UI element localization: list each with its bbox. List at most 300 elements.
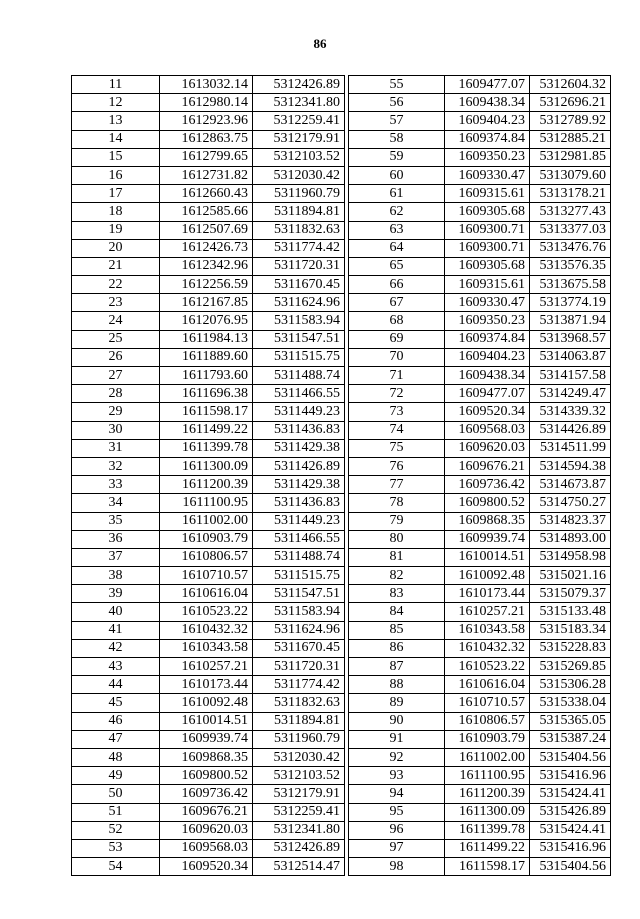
table-row bbox=[349, 367, 611, 385]
table-row bbox=[349, 694, 611, 712]
y-coordinate-cell: 5312426.89 bbox=[253, 839, 345, 857]
table-row bbox=[349, 621, 611, 639]
x-coordinate-cell: 1612256.59 bbox=[160, 276, 253, 294]
y-coordinate-cell: 5312103.52 bbox=[253, 148, 345, 166]
point-number-cell: 68 bbox=[349, 312, 445, 330]
y-coordinate-cell: 5311774.42 bbox=[253, 239, 345, 257]
y-coordinate-cell: 5312426.89 bbox=[253, 76, 345, 94]
x-coordinate-cell: 1609736.42 bbox=[445, 476, 530, 494]
point-number-cell: 42 bbox=[72, 639, 160, 657]
y-coordinate-cell: 5311624.96 bbox=[253, 294, 345, 312]
y-coordinate-cell: 5315416.96 bbox=[530, 767, 611, 785]
y-coordinate-cell: 5312179.91 bbox=[253, 785, 345, 803]
table-row bbox=[72, 785, 345, 803]
table-row bbox=[72, 276, 345, 294]
point-number-cell: 71 bbox=[349, 367, 445, 385]
y-coordinate-cell: 5311547.51 bbox=[253, 330, 345, 348]
x-coordinate-cell: 1610173.44 bbox=[445, 585, 530, 603]
x-coordinate-cell: 1610432.32 bbox=[445, 639, 530, 657]
table-row bbox=[72, 330, 345, 348]
table-row bbox=[72, 603, 345, 621]
x-coordinate-cell: 1611002.00 bbox=[160, 512, 253, 530]
y-coordinate-cell: 5311488.74 bbox=[253, 548, 345, 566]
x-coordinate-cell: 1609300.71 bbox=[445, 221, 530, 239]
table-row bbox=[72, 348, 345, 366]
y-coordinate-cell: 5311774.42 bbox=[253, 676, 345, 694]
y-coordinate-cell: 5311547.51 bbox=[253, 585, 345, 603]
x-coordinate-cell: 1610616.04 bbox=[445, 676, 530, 694]
x-coordinate-cell: 1609305.68 bbox=[445, 203, 530, 221]
y-coordinate-cell: 5311515.75 bbox=[253, 348, 345, 366]
x-coordinate-cell: 1611100.95 bbox=[445, 767, 530, 785]
x-coordinate-cell: 1612863.75 bbox=[160, 130, 253, 148]
x-coordinate-cell: 1609477.07 bbox=[445, 76, 530, 94]
y-coordinate-cell: 5314750.27 bbox=[530, 494, 611, 512]
point-number-cell: 11 bbox=[72, 76, 160, 94]
point-number-cell: 69 bbox=[349, 330, 445, 348]
x-coordinate-cell: 1609477.07 bbox=[445, 385, 530, 403]
x-coordinate-cell: 1609330.47 bbox=[445, 166, 530, 184]
x-coordinate-cell: 1611793.60 bbox=[160, 367, 253, 385]
x-coordinate-cell: 1610806.57 bbox=[445, 712, 530, 730]
y-coordinate-cell: 5315183.34 bbox=[530, 621, 611, 639]
point-number-cell: 97 bbox=[349, 839, 445, 857]
x-coordinate-cell: 1610903.79 bbox=[160, 530, 253, 548]
x-coordinate-cell: 1613032.14 bbox=[160, 76, 253, 94]
table-row bbox=[349, 858, 611, 876]
point-number-cell: 39 bbox=[72, 585, 160, 603]
y-coordinate-cell: 5312341.80 bbox=[253, 94, 345, 112]
table-row bbox=[72, 421, 345, 439]
x-coordinate-cell: 1611399.78 bbox=[445, 821, 530, 839]
x-coordinate-cell: 1611499.22 bbox=[160, 421, 253, 439]
y-coordinate-cell: 5314823.37 bbox=[530, 512, 611, 530]
point-number-cell: 77 bbox=[349, 476, 445, 494]
table-row bbox=[349, 676, 611, 694]
table-row bbox=[349, 385, 611, 403]
point-number-cell: 94 bbox=[349, 785, 445, 803]
y-coordinate-cell: 5315133.48 bbox=[530, 603, 611, 621]
table-row bbox=[72, 712, 345, 730]
table-row bbox=[72, 803, 345, 821]
x-coordinate-cell: 1610092.48 bbox=[445, 567, 530, 585]
y-coordinate-cell: 5314157.58 bbox=[530, 367, 611, 385]
x-coordinate-cell: 1611300.09 bbox=[445, 803, 530, 821]
point-number-cell: 60 bbox=[349, 166, 445, 184]
x-coordinate-cell: 1612585.66 bbox=[160, 203, 253, 221]
point-number-cell: 92 bbox=[349, 748, 445, 766]
table-row bbox=[349, 203, 611, 221]
table-body bbox=[349, 76, 611, 876]
y-coordinate-cell: 5314511.99 bbox=[530, 439, 611, 457]
table-row bbox=[349, 148, 611, 166]
y-coordinate-cell: 5315338.04 bbox=[530, 694, 611, 712]
table-row bbox=[349, 567, 611, 585]
point-number-cell: 98 bbox=[349, 858, 445, 876]
y-coordinate-cell: 5312696.21 bbox=[530, 94, 611, 112]
x-coordinate-cell: 1609438.34 bbox=[445, 367, 530, 385]
point-number-cell: 89 bbox=[349, 694, 445, 712]
y-coordinate-cell: 5312030.42 bbox=[253, 166, 345, 184]
x-coordinate-cell: 1610523.22 bbox=[160, 603, 253, 621]
table-row bbox=[349, 312, 611, 330]
table-row bbox=[349, 730, 611, 748]
y-coordinate-cell: 5312514.47 bbox=[253, 858, 345, 876]
x-coordinate-cell: 1609736.42 bbox=[160, 785, 253, 803]
y-coordinate-cell: 5312259.41 bbox=[253, 803, 345, 821]
table-row bbox=[72, 239, 345, 257]
point-number-cell: 79 bbox=[349, 512, 445, 530]
y-coordinate-cell: 5311436.83 bbox=[253, 421, 345, 439]
y-coordinate-cell: 5313576.35 bbox=[530, 257, 611, 275]
y-coordinate-cell: 5311960.79 bbox=[253, 730, 345, 748]
y-coordinate-cell: 5311583.94 bbox=[253, 312, 345, 330]
page-number: 86 bbox=[313, 36, 327, 51]
x-coordinate-cell: 1612076.95 bbox=[160, 312, 253, 330]
x-coordinate-cell: 1609800.52 bbox=[160, 767, 253, 785]
table-row bbox=[349, 457, 611, 475]
y-coordinate-cell: 5311670.45 bbox=[253, 276, 345, 294]
point-number-cell: 36 bbox=[72, 530, 160, 548]
x-coordinate-cell: 1609868.35 bbox=[445, 512, 530, 530]
point-number-cell: 24 bbox=[72, 312, 160, 330]
table-row bbox=[349, 603, 611, 621]
table-row bbox=[72, 621, 345, 639]
y-coordinate-cell: 5311429.38 bbox=[253, 476, 345, 494]
point-number-cell: 35 bbox=[72, 512, 160, 530]
table-row bbox=[349, 785, 611, 803]
point-number-cell: 57 bbox=[349, 112, 445, 130]
x-coordinate-cell: 1610014.51 bbox=[445, 548, 530, 566]
table-row bbox=[72, 185, 345, 203]
x-coordinate-cell: 1611499.22 bbox=[445, 839, 530, 857]
x-coordinate-cell: 1612799.65 bbox=[160, 148, 253, 166]
table-row bbox=[72, 585, 345, 603]
table-row bbox=[349, 112, 611, 130]
point-number-cell: 78 bbox=[349, 494, 445, 512]
x-coordinate-cell: 1610343.58 bbox=[160, 639, 253, 657]
point-number-cell: 23 bbox=[72, 294, 160, 312]
point-number-cell: 49 bbox=[72, 767, 160, 785]
point-number-cell: 30 bbox=[72, 421, 160, 439]
y-coordinate-cell: 5311426.89 bbox=[253, 457, 345, 475]
point-number-cell: 86 bbox=[349, 639, 445, 657]
table-row bbox=[72, 294, 345, 312]
table-row bbox=[72, 130, 345, 148]
x-coordinate-cell: 1609939.74 bbox=[445, 530, 530, 548]
point-number-cell: 32 bbox=[72, 457, 160, 475]
point-number-cell: 95 bbox=[349, 803, 445, 821]
table-row bbox=[72, 694, 345, 712]
x-coordinate-cell: 1612507.69 bbox=[160, 221, 253, 239]
point-number-cell: 53 bbox=[72, 839, 160, 857]
y-coordinate-cell: 5315416.96 bbox=[530, 839, 611, 857]
point-number-cell: 93 bbox=[349, 767, 445, 785]
point-number-cell: 63 bbox=[349, 221, 445, 239]
x-coordinate-cell: 1611100.95 bbox=[160, 494, 253, 512]
table-row bbox=[349, 239, 611, 257]
y-coordinate-cell: 5311894.81 bbox=[253, 203, 345, 221]
table-row bbox=[349, 130, 611, 148]
y-coordinate-cell: 5311436.83 bbox=[253, 494, 345, 512]
y-coordinate-cell: 5315021.16 bbox=[530, 567, 611, 585]
table-row bbox=[349, 548, 611, 566]
x-coordinate-cell: 1610710.57 bbox=[160, 567, 253, 585]
y-coordinate-cell: 5311466.55 bbox=[253, 530, 345, 548]
y-coordinate-cell: 5312885.21 bbox=[530, 130, 611, 148]
table-row bbox=[349, 403, 611, 421]
coordinates-table-left bbox=[71, 75, 345, 876]
point-number-cell: 16 bbox=[72, 166, 160, 184]
y-coordinate-cell: 5312789.92 bbox=[530, 112, 611, 130]
point-number-cell: 84 bbox=[349, 603, 445, 621]
x-coordinate-cell: 1612167.85 bbox=[160, 294, 253, 312]
point-number-cell: 75 bbox=[349, 439, 445, 457]
y-coordinate-cell: 5314594.38 bbox=[530, 457, 611, 475]
x-coordinate-cell: 1609315.61 bbox=[445, 276, 530, 294]
point-number-cell: 74 bbox=[349, 421, 445, 439]
x-coordinate-cell: 1609374.84 bbox=[445, 330, 530, 348]
table-row bbox=[72, 821, 345, 839]
table-row bbox=[72, 658, 345, 676]
x-coordinate-cell: 1609404.23 bbox=[445, 348, 530, 366]
x-coordinate-cell: 1609800.52 bbox=[445, 494, 530, 512]
point-number-cell: 91 bbox=[349, 730, 445, 748]
y-coordinate-cell: 5312030.42 bbox=[253, 748, 345, 766]
x-coordinate-cell: 1612731.82 bbox=[160, 166, 253, 184]
table-row bbox=[72, 221, 345, 239]
y-coordinate-cell: 5311832.63 bbox=[253, 694, 345, 712]
x-coordinate-cell: 1611002.00 bbox=[445, 748, 530, 766]
y-coordinate-cell: 5311466.55 bbox=[253, 385, 345, 403]
table-row bbox=[349, 257, 611, 275]
point-number-cell: 55 bbox=[349, 76, 445, 94]
x-coordinate-cell: 1610523.22 bbox=[445, 658, 530, 676]
y-coordinate-cell: 5314893.00 bbox=[530, 530, 611, 548]
y-coordinate-cell: 5311583.94 bbox=[253, 603, 345, 621]
y-coordinate-cell: 5311624.96 bbox=[253, 621, 345, 639]
table-row bbox=[72, 203, 345, 221]
x-coordinate-cell: 1611696.38 bbox=[160, 385, 253, 403]
point-number-cell: 25 bbox=[72, 330, 160, 348]
y-coordinate-cell: 5312981.85 bbox=[530, 148, 611, 166]
x-coordinate-cell: 1611598.17 bbox=[160, 403, 253, 421]
table-row bbox=[349, 221, 611, 239]
y-coordinate-cell: 5312179.91 bbox=[253, 130, 345, 148]
point-number-cell: 15 bbox=[72, 148, 160, 166]
point-number-cell: 58 bbox=[349, 130, 445, 148]
table-row bbox=[349, 276, 611, 294]
point-number-cell: 88 bbox=[349, 676, 445, 694]
x-coordinate-cell: 1612660.43 bbox=[160, 185, 253, 203]
y-coordinate-cell: 5315365.05 bbox=[530, 712, 611, 730]
table-row bbox=[72, 76, 345, 94]
table-row bbox=[349, 748, 611, 766]
x-coordinate-cell: 1611984.13 bbox=[160, 330, 253, 348]
point-number-cell: 54 bbox=[72, 858, 160, 876]
x-coordinate-cell: 1609350.23 bbox=[445, 312, 530, 330]
y-coordinate-cell: 5311429.38 bbox=[253, 439, 345, 457]
point-number-cell: 73 bbox=[349, 403, 445, 421]
point-number-cell: 27 bbox=[72, 367, 160, 385]
x-coordinate-cell: 1609676.21 bbox=[445, 457, 530, 475]
table-row bbox=[72, 367, 345, 385]
point-number-cell: 85 bbox=[349, 621, 445, 639]
x-coordinate-cell: 1609676.21 bbox=[160, 803, 253, 821]
x-coordinate-cell: 1609520.34 bbox=[445, 403, 530, 421]
table-row bbox=[349, 585, 611, 603]
y-coordinate-cell: 5312103.52 bbox=[253, 767, 345, 785]
point-number-cell: 64 bbox=[349, 239, 445, 257]
x-coordinate-cell: 1612426.73 bbox=[160, 239, 253, 257]
x-coordinate-cell: 1609939.74 bbox=[160, 730, 253, 748]
x-coordinate-cell: 1610257.21 bbox=[445, 603, 530, 621]
table-row bbox=[349, 166, 611, 184]
y-coordinate-cell: 5315424.41 bbox=[530, 785, 611, 803]
x-coordinate-cell: 1610903.79 bbox=[445, 730, 530, 748]
point-number-cell: 44 bbox=[72, 676, 160, 694]
y-coordinate-cell: 5314339.32 bbox=[530, 403, 611, 421]
point-number-cell: 38 bbox=[72, 567, 160, 585]
table-row bbox=[349, 494, 611, 512]
y-coordinate-cell: 5314249.47 bbox=[530, 385, 611, 403]
y-coordinate-cell: 5315404.56 bbox=[530, 748, 611, 766]
point-number-cell: 20 bbox=[72, 239, 160, 257]
table-row bbox=[72, 94, 345, 112]
y-coordinate-cell: 5313277.43 bbox=[530, 203, 611, 221]
table-row bbox=[349, 839, 611, 857]
y-coordinate-cell: 5313079.60 bbox=[530, 166, 611, 184]
table-row bbox=[72, 530, 345, 548]
y-coordinate-cell: 5311670.45 bbox=[253, 639, 345, 657]
point-number-cell: 40 bbox=[72, 603, 160, 621]
table-row bbox=[72, 257, 345, 275]
table-row bbox=[349, 639, 611, 657]
point-number-cell: 87 bbox=[349, 658, 445, 676]
table-row bbox=[349, 421, 611, 439]
point-number-cell: 59 bbox=[349, 148, 445, 166]
point-number-cell: 50 bbox=[72, 785, 160, 803]
x-coordinate-cell: 1609868.35 bbox=[160, 748, 253, 766]
x-coordinate-cell: 1610092.48 bbox=[160, 694, 253, 712]
y-coordinate-cell: 5315424.41 bbox=[530, 821, 611, 839]
table-row bbox=[349, 330, 611, 348]
y-coordinate-cell: 5314673.87 bbox=[530, 476, 611, 494]
table-row bbox=[72, 112, 345, 130]
y-coordinate-cell: 5315306.28 bbox=[530, 676, 611, 694]
y-coordinate-cell: 5313476.76 bbox=[530, 239, 611, 257]
point-number-cell: 56 bbox=[349, 94, 445, 112]
point-number-cell: 12 bbox=[72, 94, 160, 112]
point-number-cell: 80 bbox=[349, 530, 445, 548]
y-coordinate-cell: 5311720.31 bbox=[253, 658, 345, 676]
point-number-cell: 19 bbox=[72, 221, 160, 239]
x-coordinate-cell: 1610710.57 bbox=[445, 694, 530, 712]
point-number-cell: 43 bbox=[72, 658, 160, 676]
table-row bbox=[349, 767, 611, 785]
point-number-cell: 37 bbox=[72, 548, 160, 566]
table-row bbox=[72, 166, 345, 184]
table-row bbox=[72, 312, 345, 330]
y-coordinate-cell: 5311449.23 bbox=[253, 512, 345, 530]
table-row bbox=[72, 439, 345, 457]
point-number-cell: 34 bbox=[72, 494, 160, 512]
point-number-cell: 61 bbox=[349, 185, 445, 203]
x-coordinate-cell: 1609315.61 bbox=[445, 185, 530, 203]
point-number-cell: 90 bbox=[349, 712, 445, 730]
point-number-cell: 72 bbox=[349, 385, 445, 403]
table-row bbox=[72, 385, 345, 403]
x-coordinate-cell: 1609305.68 bbox=[445, 257, 530, 275]
x-coordinate-cell: 1610257.21 bbox=[160, 658, 253, 676]
point-number-cell: 67 bbox=[349, 294, 445, 312]
table-row bbox=[349, 821, 611, 839]
point-number-cell: 31 bbox=[72, 439, 160, 457]
point-number-cell: 14 bbox=[72, 130, 160, 148]
point-number-cell: 83 bbox=[349, 585, 445, 603]
x-coordinate-cell: 1610014.51 bbox=[160, 712, 253, 730]
point-number-cell: 48 bbox=[72, 748, 160, 766]
x-coordinate-cell: 1612342.96 bbox=[160, 257, 253, 275]
table-row bbox=[72, 476, 345, 494]
y-coordinate-cell: 5315228.83 bbox=[530, 639, 611, 657]
y-coordinate-cell: 5315079.37 bbox=[530, 585, 611, 603]
y-coordinate-cell: 5312341.80 bbox=[253, 821, 345, 839]
y-coordinate-cell: 5311515.75 bbox=[253, 567, 345, 585]
y-coordinate-cell: 5313774.19 bbox=[530, 294, 611, 312]
table-row bbox=[72, 858, 345, 876]
point-number-cell: 76 bbox=[349, 457, 445, 475]
y-coordinate-cell: 5315426.89 bbox=[530, 803, 611, 821]
y-coordinate-cell: 5311720.31 bbox=[253, 257, 345, 275]
y-coordinate-cell: 5311960.79 bbox=[253, 185, 345, 203]
x-coordinate-cell: 1609404.23 bbox=[445, 112, 530, 130]
x-coordinate-cell: 1609620.03 bbox=[160, 821, 253, 839]
point-number-cell: 47 bbox=[72, 730, 160, 748]
table-row bbox=[72, 148, 345, 166]
x-coordinate-cell: 1609438.34 bbox=[445, 94, 530, 112]
table-body bbox=[72, 76, 345, 876]
table-row bbox=[349, 294, 611, 312]
point-number-cell: 29 bbox=[72, 403, 160, 421]
point-number-cell: 13 bbox=[72, 112, 160, 130]
table-row bbox=[72, 748, 345, 766]
table-row bbox=[349, 348, 611, 366]
x-coordinate-cell: 1610432.32 bbox=[160, 621, 253, 639]
x-coordinate-cell: 1611200.39 bbox=[160, 476, 253, 494]
point-number-cell: 33 bbox=[72, 476, 160, 494]
x-coordinate-cell: 1611889.60 bbox=[160, 348, 253, 366]
table-row bbox=[72, 548, 345, 566]
x-coordinate-cell: 1609520.34 bbox=[160, 858, 253, 876]
point-number-cell: 21 bbox=[72, 257, 160, 275]
table-row bbox=[72, 567, 345, 585]
point-number-cell: 22 bbox=[72, 276, 160, 294]
y-coordinate-cell: 5313871.94 bbox=[530, 312, 611, 330]
point-number-cell: 26 bbox=[72, 348, 160, 366]
x-coordinate-cell: 1609620.03 bbox=[445, 439, 530, 457]
table-row bbox=[72, 730, 345, 748]
y-coordinate-cell: 5313675.58 bbox=[530, 276, 611, 294]
table-row bbox=[349, 712, 611, 730]
table-row bbox=[349, 512, 611, 530]
table-row bbox=[72, 639, 345, 657]
y-coordinate-cell: 5312259.41 bbox=[253, 112, 345, 130]
y-coordinate-cell: 5311894.81 bbox=[253, 712, 345, 730]
table-row bbox=[349, 530, 611, 548]
point-number-cell: 62 bbox=[349, 203, 445, 221]
x-coordinate-cell: 1609568.03 bbox=[445, 421, 530, 439]
